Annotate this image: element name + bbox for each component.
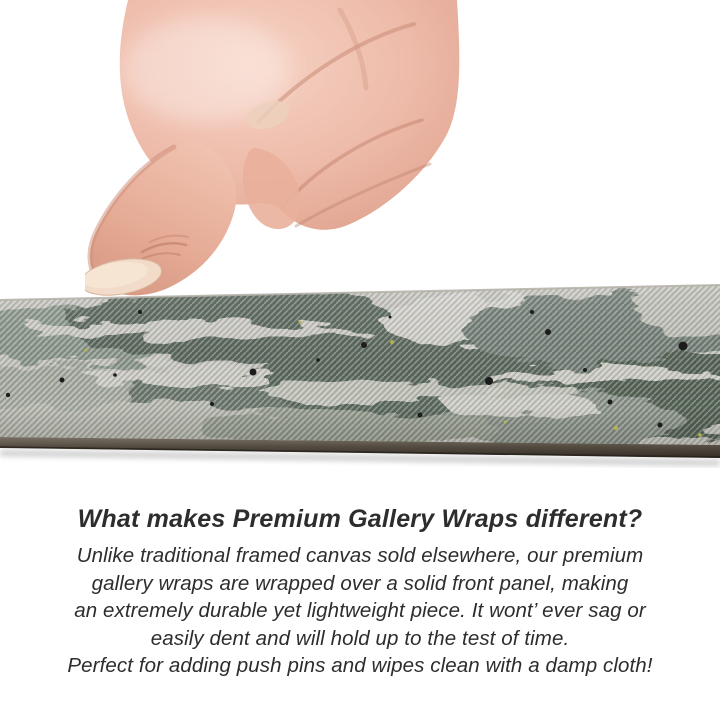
info-heading: What makes Premium Gallery Wraps different?	[77, 505, 643, 533]
info-body-line: easily dent and will hold up to the test of time.	[150, 626, 570, 650]
info-body-line: gallery wraps are wrapped over a solid front panel, making	[91, 571, 629, 595]
info-section	[0, 502, 720, 680]
hand-pressing-image	[85, 0, 465, 312]
info-body-line: Unlike traditional framed canvas sold elsewhere, our premium	[76, 544, 644, 567]
info-body-line: Perfect for adding push pins and wipes clean with a damp cloth!	[67, 654, 653, 677]
info-body-line: an extremely durable yet lightweight piece. It wont’ ever sag or	[74, 599, 646, 622]
